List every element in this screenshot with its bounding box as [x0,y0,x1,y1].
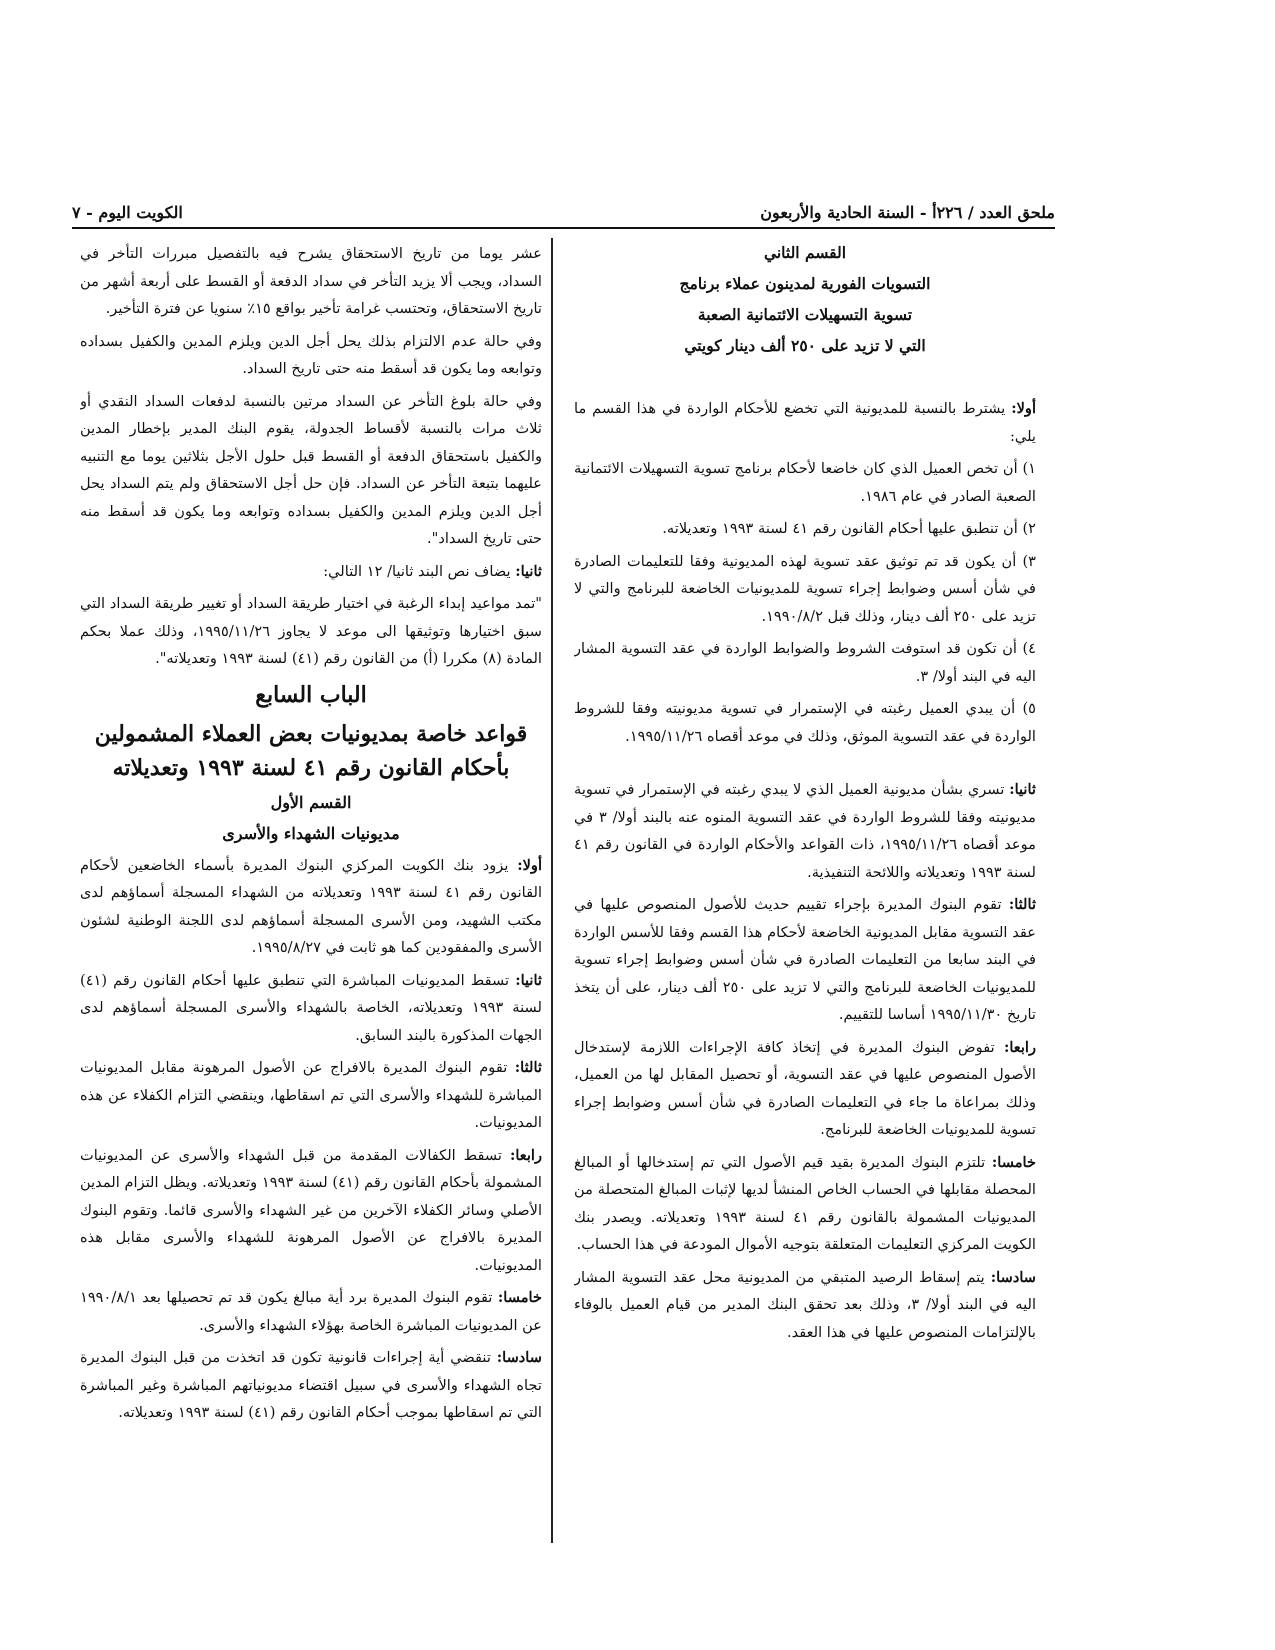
clause-fifth [80,1284,542,1339]
paragraph: وفي حالة عدم الالتزام بذلك يحل أجل الدين ويلزم المدين والكفيل بسداده وتوابعه وما يكون قد أسقط منه حتى تاريخ السداد. [80,332,542,377]
clause-text: تسقط المديونيات المباشرة التي تنطبق عليها أحكام القانون رقم (٤١) لسنة ١٩٩٣ وتعديلاته، الخاصة بالشهداء والأسرى المسجلة أسماؤهم لدى الجهات المذكورة بالبند السابق. [80,971,542,1044]
clause-fourth [80,1142,542,1280]
clause-label: سادسا: [990,1268,1036,1286]
continued-paragraph: عشر يوما من تاريخ الاستحقاق يشرح فيه بالتفصيل مبررات التأخر في السداد، ويجب ألا يزيد التأخر في سداد الدفعة أو القسط على أربعة أشهر من تاريخ الاستحقاق، وتحتسب غرامة تأخير بواقع ١٥٪ سنويا عن فترة التأخير. [80,245,542,317]
clause-second [80,967,542,1050]
quoted-amendment: "تمد مواعيد إبداء الرغبة في اختيار طريقة السداد أو تغيير طريقة السداد التي سبق اختيارها وتوثيقها الى موعد لا يجاوز ١٩٩٥/١١/٢٦، وذلك عملا بحكم المادة (٨) مكررا (أ) من القانون رقم (٤١) لسنة ١٩٩٣ وتعديلاته". [80,595,542,667]
chapter-seven-heading [80,678,542,847]
clause-text: يشترط بالنسبة للمديونية التي تخضع للأحكام الواردة في هذا القسم ما يلي: [574,400,1036,445]
clause-text: يتم إسقاط الرصيد المتبقي من المديونية محل عقد التسوية المشار اليه في البند أولا/ ٣، وذلك بعد تحقق البنك المدير من قيام العميل بالوفاء بالإلتزامات المنصوص عليها في هذا العقد. [574,1268,1036,1341]
condition-4: ٤) أن تكون قد استوفت الشروط والضوابط الواردة في عقد التسوية المشار اليه في البند أولا/ ٣. [574,640,1036,685]
page-header [72,201,1055,229]
clause-label: رابعا: [509,1146,542,1164]
paragraph: وفي حالة بلوغ التأخر عن السداد مرتين بالنسبة لدفعات السداد النقدي أو ثلاث مرات بالنسبة لأقساط الجدولة، يقوم البنك المدير بإخطار المدين والكفيل باستحقاق الدفعة أو القسط قبل حلول الأجل بثلاثين يوما مع التنبيه عليهما بتبعة التأخر عن السداد. فإن حل أجل الاستحقاق ولم يتم السداد يحل أجل الدين ويلزم المدين والكفيل بسداده وتوابعه وما يكون قد أسقط منه حتى تاريخ السداد". [80,392,542,547]
left-column [80,240,542,1570]
clause-text: تسقط الكفالات المقدمة من قبل الشهداء والأسرى عن المديونيات المشمولة بأحكام القانون رقم (٤١) لسنة ١٩٩٣ وتعديلاته. ويظل التزام المدين الأصلي وسائر الكفلاء الآخرين من غير الشهداء والأسرى قائما. وتقوم البنوك المديرة بالافراج عن الأصول المرهونة للشهداء والأسرى مقابل هذه المديونيات. [80,1146,542,1274]
newspaper-page-number: الكويت اليوم - ٧ [72,203,183,222]
clause-first [80,852,542,962]
clause-label: خامسا: [497,1289,542,1306]
clause-sixth [574,1264,1036,1347]
clause-second [80,558,542,586]
clause-text: يزود بنك الكويت المركزي البنوك المديرة بأسماء الخاضعين لأحكام القانون رقم ٤١ لسنة ١٩٩٣ وتعديلاته من الشهداء المسجلة أسماؤهم لدى مكتب الشهيد، ومن الأسرى المسجلة أسماؤهم لدى اللجنة الوطنية لشئون الأسرى والمفقودين كما هو ثابت في ١٩٩٥/٨/٢٧. [80,856,542,956]
section-title: مديونيات الشهداء والأسرى [222,823,400,843]
clause-second [574,776,1036,886]
clause-label: ثانيا: [515,562,542,580]
chapter-label: الباب السابع [255,681,367,708]
column-divider [551,238,553,1543]
clause-text: تقوم البنوك المديرة برد أية مبالغ يكون قد تم تحصيلها بعد ١٩٩٠/٨/١ عن المديونيات المباشرة الخاصة بهؤلاء الشهداء والأسرى. [80,1289,542,1334]
clause-first [574,395,1036,450]
clause-text: تقوم البنوك المديرة بالافراج عن الأصول المرهونة مقابل المديونيات المباشرة للشهداء والأسرى التي تم اسقاطها، وينقضي التزام الكفلاء عن هذه المديونيات. [80,1059,542,1131]
clause-label: ثالثا: [1008,896,1036,913]
section-title-line: التي لا تزيد على ٢٥٠ ألف دينار كويتي [684,336,926,355]
section-title-line: تسوية التسهيلات الائتمانية الصعبة [697,305,913,324]
clause-third [80,1054,542,1137]
clause-text: تلتزم البنوك المديرة بقيد قيم الأصول التي تم إستدخالها أو المبالغ المحصلة مقابلها في الحساب الخاص المنشأ لديها لإثبات المبالغ المتحصلة من المديونيات المشمولة بالقانون رقم ٤١ لسنة ١٩٩٣ وتعديلاته. ويصدر بنك الكويت المركزي التعليمات المتعلقة بتوجيه الأموال المودعة في هذا الحساب. [574,1153,1036,1253]
clause-label: أولا: [517,856,542,874]
clause-label: ثانيا: [515,971,542,989]
clause-label: خامسا: [991,1153,1036,1171]
clause-sixth [80,1344,542,1427]
condition-5: ٥) أن يبدي العميل رغبته في الإستمرار في تسوية مديونيته وفقا للشروط الواردة في عقد التسوية الموثق، وذلك في موعد أقصاه ١٩٩٥/١١/٢٦. [574,700,1036,745]
condition-2: ٢) أن تنطبق عليها أحكام القانون رقم ٤١ لسنة ١٩٩٣ وتعديلاته. [662,520,1036,537]
clause-label: أولا: [1011,400,1036,417]
section-label: القسم الأول [270,792,352,812]
chapter-title: قواعد خاصة بمديونيات بعض العملاء المشمولين بأحكام القانون رقم ٤١ لسنة ١٩٩٣ وتعديلاته [94,720,528,781]
clause-label: رابعا: [1003,1038,1036,1056]
clause-text: تفوض البنوك المديرة في إتخاذ كافة الإجراءات اللازمة لإستدخال الأصول المنصوص عليها في عقد التسوية، أو تحصيل المقابل لها من العميل، وذلك بمراعاة ما جاء في التعليمات الصادرة في شأن أسس وضوابط إجراء تسوية للمديونيات الخاضعة للبرنامج. [574,1038,1036,1138]
condition-1: ١) أن تخص العميل الذي كان خاضعا لأحكام برنامج تسوية التسهيلات الائتمانية الصعبة الصادر في عام ١٩٨٦. [574,460,1036,505]
clause-label: سادسا: [496,1349,542,1366]
clause-label: ثالثا: [514,1059,542,1076]
clause-text: تسري بشأن مديونية العميل الذي لا يبدي رغبته في الإستمرار في تسوية مديونيته وفقا للشروط الواردة في عقد التسوية المنوه عنه بالبند أولا/ ٣ في موعد أقصاه ١٩٩٥/١١/٢٦، ذات القواعد والأحكام الواردة في القانون رقم ٤١ لسنة ١٩٩٣ وتعديلاته واللائحة التنفيذية. [574,781,1036,881]
clause-fifth [574,1149,1036,1259]
clause-third [574,891,1036,1029]
clause-text: تنقضي أية إجراءات قانونية تكون قد اتخذت من قبل البنوك المديرة تجاه الشهداء والأسرى في سبيل اقتضاء مديونياتهم المباشرة وغير المباشرة التي تم اسقاطها بموجب أحكام القانون رقم (٤١) لسنة ١٩٩٣ وتعديلاته. [80,1349,542,1421]
clause-label: ثانيا: [1009,781,1036,798]
clause-text: يضاف نص البند ثانيا/ ١٢ التالي: [323,562,511,580]
condition-3: ٣) أن يكون قد تم توثيق عقد تسوية لهذه المديونية وفقا للتعليمات الصادرة في شأن أسس وضوابط إجراء تسوية للمديونيات الخاضعة للبرنامج والتي لا تزيد على ٢٥٠ ألف دينار، وذلك قبل ١٩٩٠/٨/٢. [574,552,1036,625]
clause-fourth [574,1034,1036,1144]
clause-text: تقوم البنوك المديرة بإجراء تقييم حديث للأصول المنصوص عليها في عقد التسوية مقابل المديونية الخاضعة لأحكام هذا القسم وفقا للأسس الواردة في البند سابعا من التعليمات الصادرة في شأن أسس وضوابط إجراء تسوية للمديونيات الخاضعة للبرنامج والتي لا تزيد على ٢٥٠ ألف دينار، على أن يتخذ تاريخ ١٩٩٥/١١/٣٠ أساسا للتقييم. [574,896,1036,1023]
issue-reference: ملحق العدد / ٢٢٦أ - السنة الحادية والأربعون [760,203,1055,222]
section-two-heading [574,240,1036,359]
section-title-line: التسويات الفورية لمدينون عملاء برنامج [679,274,931,293]
section-label: القسم الثاني [763,243,847,262]
right-column [574,240,1036,1570]
